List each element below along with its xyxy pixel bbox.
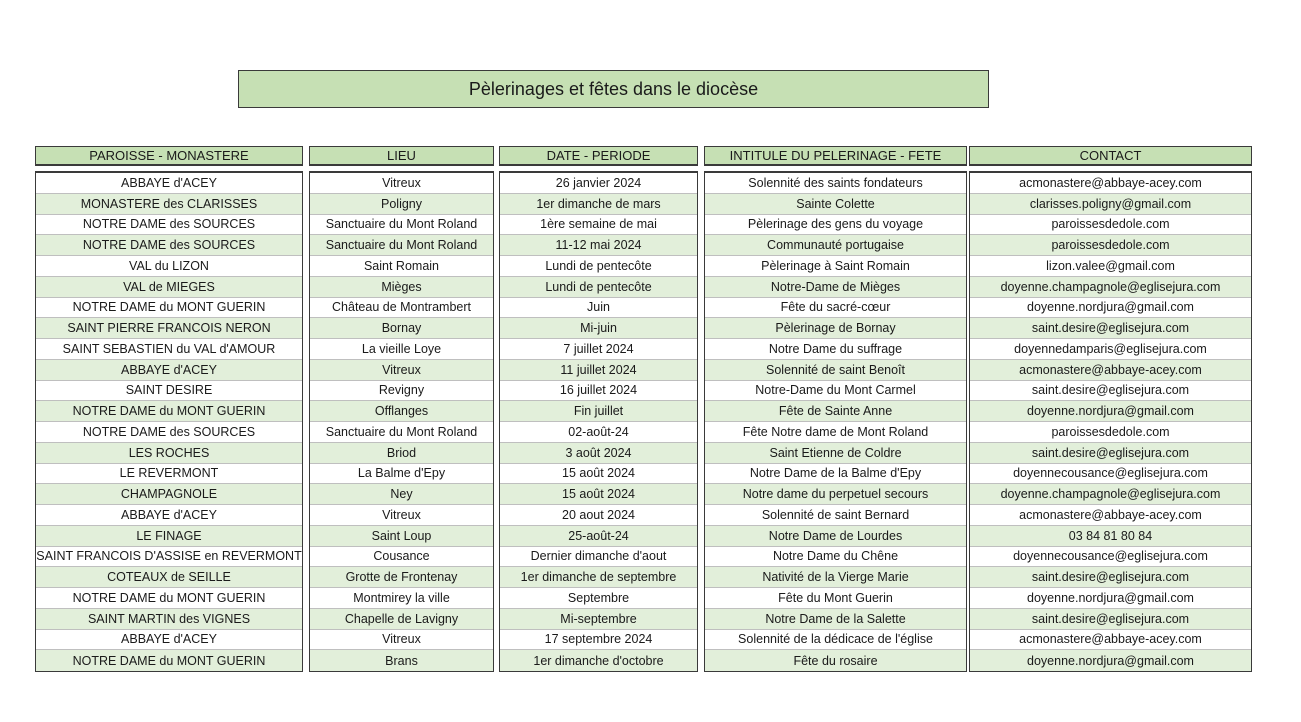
table-cell-date: Dernier dimanche d'aout [500,547,697,568]
table-cell-paroisse: ABBAYE d'ACEY [36,173,302,194]
table-cell-contact: acmonastere@abbaye-acey.com [970,505,1251,526]
table-cell-contact: doyenne.nordjura@gmail.com [970,588,1251,609]
table-cell-paroisse: CHAMPAGNOLE [36,484,302,505]
table-cell-contact: doyenne.champagnole@eglisejura.com [970,484,1251,505]
table-cell-date: 1er dimanche de septembre [500,567,697,588]
table-cell-contact: clarisses.poligny@gmail.com [970,194,1251,215]
table-cell-lieu: Chapelle de Lavigny [310,609,493,630]
table-cell-lieu: Grotte de Frontenay [310,567,493,588]
table-cell-contact: lizon.valee@gmail.com [970,256,1251,277]
table-cell-date: 1ère semaine de mai [500,215,697,236]
column-lieu [309,146,494,672]
table-cell-paroisse: COTEAUX de SEILLE [36,567,302,588]
table-cell-paroisse: NOTRE DAME des SOURCES [36,215,302,236]
table-cell-paroisse: LES ROCHES [36,443,302,464]
table-cell-lieu: Poligny [310,194,493,215]
table-cell-date: 15 août 2024 [500,484,697,505]
table-cell-date: 15 août 2024 [500,464,697,485]
column-intitule [704,146,967,672]
header-paroisse: PAROISSE - MONASTERE [35,146,303,166]
table-cell-contact: doyennecousance@eglisejura.com [970,547,1251,568]
table-cell-lieu: La Balme d'Epy [310,464,493,485]
table-cell-lieu: Vitreux [310,360,493,381]
table-cell-date: 7 juillet 2024 [500,339,697,360]
table-cell-contact: saint.desire@eglisejura.com [970,381,1251,402]
table-cell-intitule: Nativité de la Vierge Marie [705,567,966,588]
table-cell-paroisse: VAL de MIEGES [36,277,302,298]
table-cell-intitule: Notre Dame de la Salette [705,609,966,630]
table-cell-contact: doyenne.champagnole@eglisejura.com [970,277,1251,298]
table-cell-paroisse: SAINT DESIRE [36,381,302,402]
table-cell-lieu: Bornay [310,318,493,339]
table-cell-date: 02-août-24 [500,422,697,443]
table-cell-paroisse: NOTRE DAME des SOURCES [36,422,302,443]
header-lieu: LIEU [309,146,494,166]
table-cell-lieu: Briod [310,443,493,464]
table-cell-paroisse: VAL du LIZON [36,256,302,277]
table-cell-lieu: Montmirey la ville [310,588,493,609]
table-cell-intitule: Notre Dame du Chêne [705,547,966,568]
table-cell-intitule: Fête Notre dame de Mont Roland [705,422,966,443]
table-cell-lieu: Saint Loup [310,526,493,547]
table-cell-contact: doyenne.nordjura@gmail.com [970,298,1251,319]
table-cell-lieu: Revigny [310,381,493,402]
table-cell-intitule: Saint Etienne de Coldre [705,443,966,464]
table-cell-date: Mi-juin [500,318,697,339]
table-cell-intitule: Sainte Colette [705,194,966,215]
column-body-contact [969,171,1252,672]
table-cell-contact: doyennecousance@eglisejura.com [970,464,1251,485]
table-cell-date: 17 septembre 2024 [500,630,697,651]
table-cell-intitule: Pèlerinage à Saint Romain [705,256,966,277]
column-body-date [499,171,698,672]
table-cell-contact: saint.desire@eglisejura.com [970,567,1251,588]
table-cell-contact: paroissesdedole.com [970,215,1251,236]
table-cell-intitule: Solennité de la dédicace de l'église [705,630,966,651]
table-cell-lieu: Offlanges [310,401,493,422]
table-cell-paroisse: ABBAYE d'ACEY [36,505,302,526]
table-cell-date: 1er dimanche d'octobre [500,650,697,671]
table-cell-date: 20 aout 2024 [500,505,697,526]
table-cell-contact: saint.desire@eglisejura.com [970,609,1251,630]
table-cell-date: Lundi de pentecôte [500,256,697,277]
table-cell-paroisse: LE REVERMONT [36,464,302,485]
table-cell-contact: saint.desire@eglisejura.com [970,443,1251,464]
table-cell-paroisse: SAINT FRANCOIS D'ASSISE en REVERMONT [36,547,302,568]
table-cell-paroisse: NOTRE DAME du MONT GUERIN [36,298,302,319]
header-date: DATE - PERIODE [499,146,698,166]
table-cell-intitule: Notre dame du perpetuel secours [705,484,966,505]
table-cell-paroisse: NOTRE DAME du MONT GUERIN [36,401,302,422]
table-cell-date: Mi-septembre [500,609,697,630]
column-body-lieu [309,171,494,672]
table-cell-lieu: Ney [310,484,493,505]
table-cell-date: 3 août 2024 [500,443,697,464]
table-cell-intitule: Solennité des saints fondateurs [705,173,966,194]
table-cell-paroisse: NOTRE DAME du MONT GUERIN [36,588,302,609]
table-cell-intitule: Notre Dame de la Balme d'Epy [705,464,966,485]
table-cell-contact: paroissesdedole.com [970,422,1251,443]
table-cell-contact: 03 84 81 80 84 [970,526,1251,547]
table-cell-lieu: Château de Montrambert [310,298,493,319]
table-cell-lieu: Cousance [310,547,493,568]
column-body-paroisse [35,171,303,672]
table-cell-lieu: Vitreux [310,173,493,194]
table-cell-date: Fin juillet [500,401,697,422]
table-cell-contact: saint.desire@eglisejura.com [970,318,1251,339]
table-cell-lieu: Sanctuaire du Mont Roland [310,215,493,236]
table-cell-intitule: Notre Dame de Lourdes [705,526,966,547]
table-cell-paroisse: SAINT SEBASTIEN du VAL d'AMOUR [36,339,302,360]
column-contact [969,146,1252,672]
table-cell-lieu: Vitreux [310,505,493,526]
table-cell-date: 11 juillet 2024 [500,360,697,381]
table-cell-contact: acmonastere@abbaye-acey.com [970,360,1251,381]
column-date [499,146,698,672]
table-cell-paroisse: NOTRE DAME des SOURCES [36,235,302,256]
table-cell-contact: acmonastere@abbaye-acey.com [970,630,1251,651]
table-cell-contact: paroissesdedole.com [970,235,1251,256]
table-cell-paroisse: ABBAYE d'ACEY [36,630,302,651]
table-cell-paroisse: ABBAYE d'ACEY [36,360,302,381]
table-cell-intitule: Fête de Sainte Anne [705,401,966,422]
header-contact: CONTACT [969,146,1252,166]
table-cell-intitule: Pèlerinage de Bornay [705,318,966,339]
table-cell-date: Lundi de pentecôte [500,277,697,298]
table-cell-contact: doyennedamparis@eglisejura.com [970,339,1251,360]
table-cell-date: 1er dimanche de mars [500,194,697,215]
table-cell-paroisse: MONASTERE des CLARISSES [36,194,302,215]
table-cell-date: 16 juillet 2024 [500,381,697,402]
table-cell-date: Septembre [500,588,697,609]
table-cell-lieu: Brans [310,650,493,671]
table-cell-contact: doyenne.nordjura@gmail.com [970,650,1251,671]
table-cell-intitule: Pèlerinage des gens du voyage [705,215,966,236]
table-cell-intitule: Communauté portugaise [705,235,966,256]
table-cell-lieu: Saint Romain [310,256,493,277]
table-cell-paroisse: SAINT MARTIN des VIGNES [36,609,302,630]
page-title: Pèlerinages et fêtes dans le diocèse [238,70,989,108]
table-cell-lieu: La vieille Loye [310,339,493,360]
table-cell-intitule: Solennité de saint Bernard [705,505,966,526]
table-cell-intitule: Notre-Dame de Mièges [705,277,966,298]
table-cell-intitule: Fête du rosaire [705,650,966,671]
header-intitule: INTITULE DU PELERINAGE - FETE [704,146,967,166]
table-cell-intitule: Fête du sacré-cœur [705,298,966,319]
table-cell-intitule: Fête du Mont Guerin [705,588,966,609]
table-cell-date: 26 janvier 2024 [500,173,697,194]
table-cell-date: 11-12 mai 2024 [500,235,697,256]
table-cell-intitule: Solennité de saint Benoît [705,360,966,381]
table-cell-lieu: Mièges [310,277,493,298]
column-body-intitule [704,171,967,672]
column-paroisse [35,146,303,672]
table-cell-paroisse: NOTRE DAME du MONT GUERIN [36,650,302,671]
table-cell-contact: doyenne.nordjura@gmail.com [970,401,1251,422]
table-cell-lieu: Sanctuaire du Mont Roland [310,422,493,443]
table-cell-lieu: Vitreux [310,630,493,651]
table-cell-date: 25-août-24 [500,526,697,547]
table-cell-lieu: Sanctuaire du Mont Roland [310,235,493,256]
table-cell-intitule: Notre Dame du suffrage [705,339,966,360]
table-cell-contact: acmonastere@abbaye-acey.com [970,173,1251,194]
table-cell-paroisse: LE FINAGE [36,526,302,547]
table-cell-date: Juin [500,298,697,319]
table-cell-intitule: Notre-Dame du Mont Carmel [705,381,966,402]
table-cell-paroisse: SAINT PIERRE FRANCOIS NERON [36,318,302,339]
